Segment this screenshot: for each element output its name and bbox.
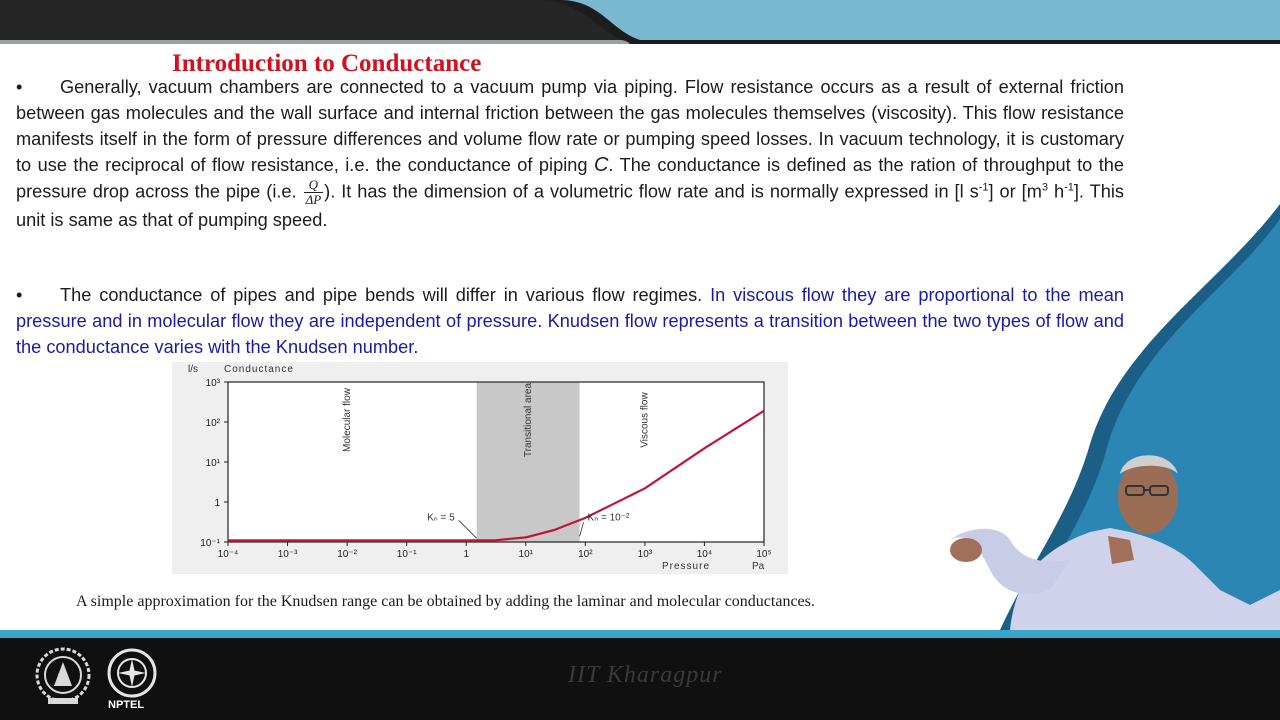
fraction-denominator: ΔP <box>305 192 322 207</box>
presenter-image <box>920 440 1280 630</box>
nptel-label: NPTEL <box>108 699 145 711</box>
x-axis-title: Pressure <box>662 561 711 572</box>
x-tick-label: 10⁻² <box>337 549 357 560</box>
y-tick-label: 10² <box>205 418 220 429</box>
bullet-1: • <box>16 77 23 97</box>
x-tick-label: 10³ <box>637 549 653 560</box>
paragraph-2 <box>16 282 1124 360</box>
fraction-q-over-dp <box>304 178 324 207</box>
p2-text-blue: In viscous flow they are proportional to the mean pressure and in molecular flow they are independent of pressure. Knudsen flow represents a transition between the two types of flow and the conductance varies with the Knudsen number. <box>16 285 1125 357</box>
region-label: Transitional area <box>522 382 534 458</box>
p1-sup-2: 3 <box>1041 181 1048 194</box>
iit-logo <box>34 646 92 708</box>
fraction-numerator: Q <box>304 178 324 193</box>
figure-caption: A simple approximation for the Knudsen range can be obtained by adding the laminar and molecular conductances. <box>76 593 815 610</box>
p1-sup-1: -1 <box>978 181 989 194</box>
annotation-kn-10-2: Kₙ = 10⁻² <box>587 512 630 524</box>
y-tick-label: 1 <box>214 498 220 509</box>
accent-stripe <box>0 630 1280 638</box>
iit-kharagpur-watermark: IIT Kharagpur <box>568 662 723 688</box>
y-tick-label: 10³ <box>205 378 220 389</box>
p1-text-b: . The conductance is defined as the ration of throughput to the pressure drop across the pipe (i.e. <box>16 155 1124 202</box>
paragraph-1 <box>16 74 1124 233</box>
x-tick-label: 10⁵ <box>756 549 772 560</box>
x-tick-label: 10² <box>578 549 593 560</box>
p1-text-d: ] or [m <box>988 181 1042 202</box>
p1-text-f: ]. This unit is same as that of pumping speed. <box>16 181 1124 230</box>
p1-text-c: ). It has the dimension of a volumetric flow rate and is normally expressed in [l s <box>324 181 979 202</box>
x-unit-label: Pa <box>752 561 765 572</box>
nptel-logo <box>106 647 158 699</box>
p1-text-e: h <box>1048 181 1065 202</box>
region-label: Molecular flow <box>341 388 353 452</box>
chart-layer <box>188 364 772 572</box>
x-tick-label: 10⁻³ <box>277 549 298 560</box>
y-tick-label: 10¹ <box>205 458 220 469</box>
variable-c: C <box>593 154 609 176</box>
y-tick-label: 10⁻¹ <box>200 538 220 549</box>
annotation-kn-5: Kₙ = 5 <box>427 512 455 524</box>
slide-title: Introduction to Conductance <box>172 50 482 77</box>
p1-sup-3: -1 <box>1064 181 1074 194</box>
y-axis-title: Conductance <box>224 364 294 375</box>
x-tick-label: 10⁻¹ <box>396 549 417 560</box>
p2-text-a: The conductance of pipes and pipe bends will differ in various flow regimes. <box>60 285 703 305</box>
conductance-chart <box>172 362 788 574</box>
x-tick-label: 1 <box>463 549 470 560</box>
x-tick-label: 10¹ <box>518 549 534 560</box>
top-banner <box>0 0 1280 44</box>
bullet-2: • <box>16 285 23 305</box>
x-tick-label: 10⁻⁴ <box>217 549 239 560</box>
y-unit-label: l/s <box>188 364 198 375</box>
region-label: Viscous flow <box>639 392 651 448</box>
x-tick-label: 10⁴ <box>696 549 713 560</box>
p1-text-a: Generally, vacuum chambers are connected to a vacuum pump via piping. Flow resistance occurs as a result of external friction between gas molecules and the wall surface and internal friction between the gas molecules themselves (viscosity). This flow resistance manifests itself in the form of pressure differences and volume flow rate or pumping speed losses. In vacuum technology, it is customary to use the reciprocal of flow resistance, i.e. the conductance of piping <box>16 77 1124 175</box>
